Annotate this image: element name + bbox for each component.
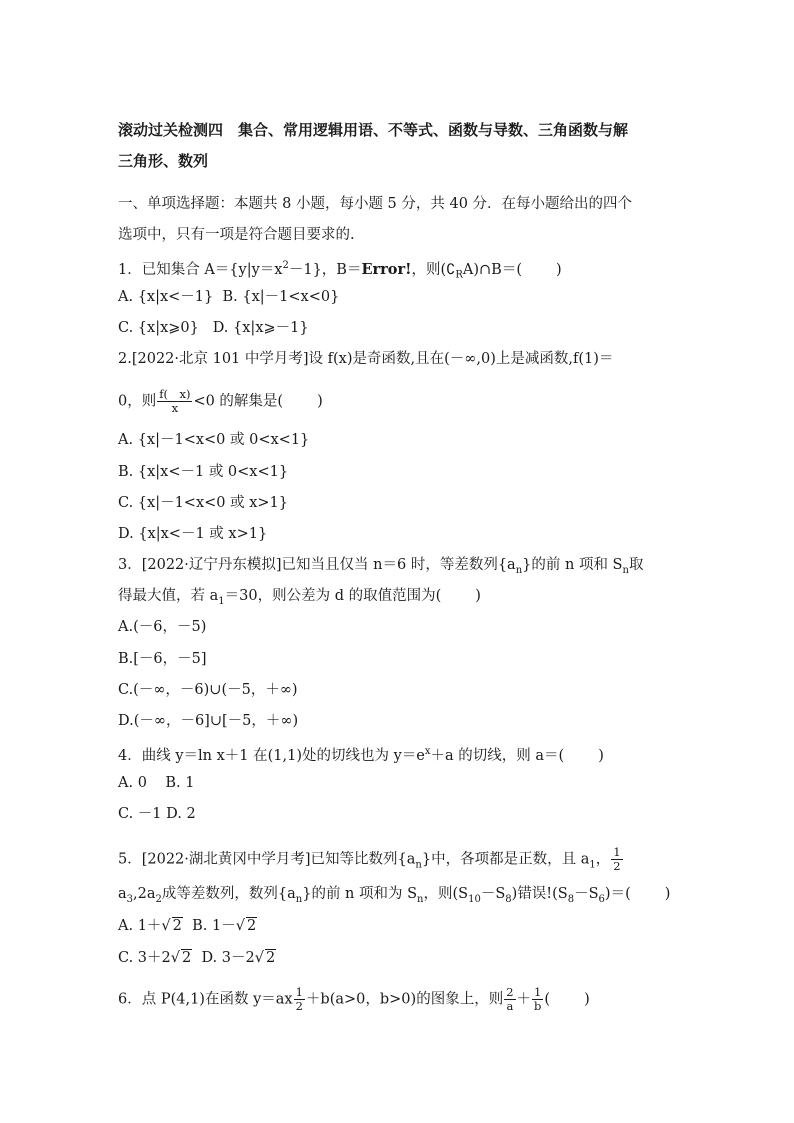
question-5-stem-2 <box>118 884 670 910</box>
q3-text-c: 取 <box>628 557 644 573</box>
section-instruction-1: 一、单项选择题：本题共 8 小题，每小题 5 分，共 40 分．在每小题给出的四个 <box>118 196 633 212</box>
question-6-stem <box>118 986 590 1013</box>
q3-text-e: ＝30，则公差为 d 的取值范围为( <box>224 588 442 604</box>
q5-fraction <box>611 846 622 873</box>
question-1-stem <box>118 256 562 286</box>
q6-fraction-2 <box>504 986 515 1013</box>
question-2-option-c: C. {x|－1<x<0 或 x>1} <box>118 495 289 511</box>
question-3-option-d: D.(－∞，－6]∪[－5，＋∞) <box>118 713 299 729</box>
q5-option-d-radicand: 2 <box>265 950 276 966</box>
q6-text-b: ＋b(a>0，b>0)的图象上，则 <box>305 991 504 1008</box>
question-3-option-c: C.(－∞，－6)∪(－5，＋∞) <box>118 682 298 698</box>
question-2-stem-2 <box>118 388 323 415</box>
q2-text-b: <0 的解集是( <box>193 393 284 410</box>
q2-text-c: ) <box>317 393 323 410</box>
q6-text-d: ( <box>544 991 551 1008</box>
q4-text-c: ) <box>598 747 604 764</box>
q3-sub-1: n <box>515 564 523 576</box>
q3-sub-2: n <box>622 564 629 576</box>
q5-option-c: C. 3＋2 <box>118 950 171 966</box>
question-2-option-b: B. {x|x<－1 或 0<x<1} <box>118 464 289 480</box>
question-1-options-ab <box>118 287 339 307</box>
question-2-option-d: D. {x|x<－1 或 x>1} <box>118 526 268 542</box>
q5-text-g: }的前 n 项和为 S <box>302 886 418 902</box>
q5-text-a: 5．[2022·湖北黄冈中学月考]已知等比数列{a <box>118 851 416 868</box>
question-3-option-b: B.[－6，－5] <box>118 651 207 667</box>
q1-sub: R <box>455 269 463 281</box>
q4-text-a: 4．曲线 y＝ln x＋1 在(1,1)处的切线也为 y＝e <box>118 747 425 764</box>
q3-sub-3: 1 <box>218 595 225 607</box>
question-2-stem-1: 2.[2022·北京 101 中学月考]设 f(x)是奇函数,且在(－∞,0)上是减函数,f(1)＝ <box>118 351 614 367</box>
q1-error-text: Error! <box>361 260 412 278</box>
q5-option-a: A. 1＋ <box>118 918 162 934</box>
q5-option-d: D. 3－2 <box>201 950 255 966</box>
q5-sub-6: n <box>417 893 424 905</box>
q5-text-j: ) <box>511 886 518 902</box>
q2-frac-num: f( x) <box>159 387 191 401</box>
q4-option-a: A. 0 <box>118 775 147 791</box>
q5-option-c-radical: √ 2 <box>170 950 192 966</box>
q5-option-b: B. 1－ <box>192 918 236 934</box>
q1-option-c: C. {x|x⩾0} <box>118 320 199 336</box>
q5-sub-4: 2 <box>155 893 162 905</box>
q5-text-n: ) <box>664 886 671 902</box>
question-3-stem-1 <box>118 555 643 581</box>
q5-text-m: )＝( <box>604 886 631 902</box>
q5-text-c: ， <box>595 851 611 868</box>
q5-text-b: }中，各项都是正数，且 a <box>421 851 590 868</box>
q6-frac3-num: 1 <box>534 985 542 999</box>
q1-text-d: A)∩B＝( <box>462 261 522 278</box>
q3-text-a: 3．[2022·辽宁丹东模拟]已知当且仅当 n＝6 时，等差数列{a <box>118 557 516 573</box>
q1-option-b: B. {x|－1<x<0} <box>222 289 340 305</box>
question-3-option-a: A.(－6，－5) <box>118 619 207 635</box>
q5-text-h: ，则(S <box>423 886 469 902</box>
q5-option-c-radicand: 2 <box>182 950 192 966</box>
q1-text-e: ) <box>556 261 562 278</box>
q4-text-b: ＋a 的切线，则 a＝( <box>430 747 565 764</box>
q5-text-i: －S <box>480 886 506 902</box>
q5-sub-2: 1 <box>589 859 596 871</box>
q5-text-d: a <box>118 886 127 902</box>
q3-text-f: ) <box>475 588 481 604</box>
q5-frac-num: 1 <box>613 845 621 859</box>
question-1-options-cd <box>118 318 309 338</box>
q1-sup: 2 <box>282 260 289 271</box>
q6-text-e: ) <box>584 991 590 1008</box>
q2-frac-den: x <box>171 401 179 415</box>
q4-option-b: B. 1 <box>165 775 195 791</box>
q5-frac-den: 2 <box>613 859 621 873</box>
q5-sub-9: 8 <box>567 893 575 905</box>
q1-text-b: －1}，B＝ <box>288 261 362 278</box>
question-5-stem-1 <box>118 846 624 875</box>
q5-option-a-radical: √ 2 <box>161 918 182 934</box>
question-4-options-cd <box>118 804 196 824</box>
q5-sub-10: 6 <box>598 893 605 905</box>
q6-frac1-num: 1 <box>295 985 303 999</box>
question-5-options-ab <box>118 916 257 936</box>
question-3-stem-2 <box>118 586 481 612</box>
q5-text-e: ,2a <box>133 886 156 902</box>
q3-text-d: 得最大值，若 a <box>118 588 219 604</box>
q6-text-a: 6．点 P(4,1)在函数 y＝ax <box>118 991 293 1008</box>
q5-option-a-radicand: 2 <box>172 918 182 934</box>
question-5-options-cd <box>118 948 276 968</box>
q5-sub-5: n <box>295 893 303 905</box>
q5-sub-8: 8 <box>505 893 512 905</box>
q6-text-c: ＋ <box>516 991 532 1008</box>
q4-option-d: D. 2 <box>166 806 196 822</box>
q6-frac1-den: 2 <box>295 999 303 1013</box>
q6-exponent-fraction <box>294 986 305 1013</box>
q5-error-text: 错误! <box>517 886 553 902</box>
q5-text-f: 成等差数列，数列{a <box>161 886 296 902</box>
q5-option-b-radicand: 2 <box>246 918 257 934</box>
question-4-options-ab <box>118 773 194 793</box>
q6-frac3-den: b <box>534 999 542 1013</box>
q6-frac2-num: 2 <box>506 985 514 999</box>
q5-option-b-radical: √ 2 <box>235 918 257 934</box>
question-2-option-a: A. {x|－1<x<0 或 0<x<1} <box>118 432 310 448</box>
q4-sup: x <box>424 746 431 757</box>
q1-text-a: 1．已知集合 A＝{y|y＝x <box>118 261 283 278</box>
q3-text-b: }的前 n 项和 S <box>522 557 623 573</box>
title-line-2: 三角形、数列 <box>118 152 209 170</box>
q2-text-a: 0，则 <box>118 393 157 410</box>
q4-option-c: C. －1 <box>118 806 162 822</box>
q5-option-d-radical: √ 2 <box>254 950 276 966</box>
q5-text-l: －S <box>574 886 599 902</box>
q5-sub-1: n <box>415 859 422 871</box>
q6-frac2-den: a <box>506 999 514 1013</box>
q5-text-k: (S <box>552 886 568 902</box>
question-4-stem <box>118 742 604 766</box>
q2-fraction <box>157 388 192 415</box>
q6-fraction-3 <box>532 986 543 1013</box>
q1-option-a: A. {x|x<－1} <box>118 289 214 305</box>
q5-sub-3: 3 <box>126 893 134 905</box>
section-instruction-2: 选项中，只有一项是符合题目要求的. <box>118 227 355 243</box>
q1-option-d: D. {x|x⩾－1} <box>212 320 309 336</box>
q5-sub-7: 10 <box>468 893 481 905</box>
q1-text-c: ，则(∁ <box>411 261 456 278</box>
title-line-1: 滚动过关检测四 集合、常用逻辑用语、不等式、函数与导数、三角函数与解 <box>118 121 629 139</box>
